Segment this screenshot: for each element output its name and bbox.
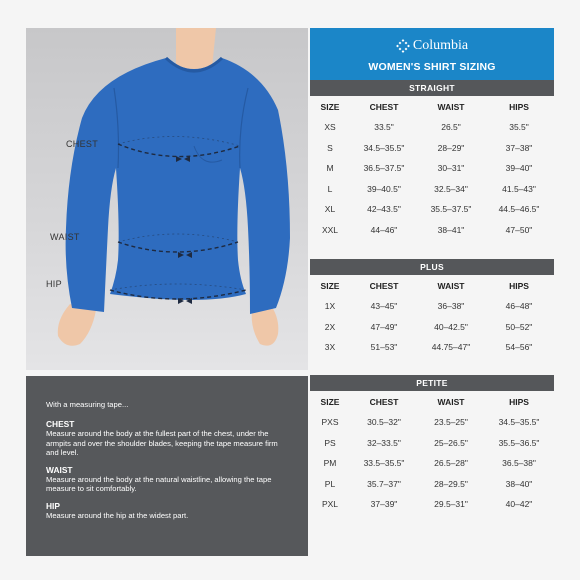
size-header: SIZE [320,396,340,407]
size-header: SIZE [320,101,340,112]
chest-cell: 36.5–37.5" [363,163,405,174]
waist-cell: 44.75–47" [431,342,471,353]
chest-cell: 39–40.5" [367,183,401,194]
petite-size-section [310,375,554,515]
brand-header [310,28,554,80]
waist-header: WAIST [437,396,465,407]
chest-cell: 33.5" [374,122,394,133]
table-header-row [310,96,554,117]
chest-cell: 34.5–35.5" [363,142,405,153]
hips-cell: 35.5" [509,122,529,133]
table-header-row [310,275,554,296]
waist-cell: 40–42.5" [434,321,468,332]
straight-size-table [310,96,554,240]
waist-cell: 32.5–34" [434,183,468,194]
chest-cell: 30.5–32" [367,417,401,428]
straight-section-bar: STRAIGHT [310,80,554,96]
table-row [310,494,554,515]
hips-cell: 54–56" [505,342,533,353]
instructions-intro: With a measuring tape... [46,400,129,409]
petite-section-bar: PETITE [310,375,554,391]
waist-instruction-heading: WAIST [46,464,73,475]
table-row [310,296,554,317]
measuring-instructions [26,376,308,556]
hips-cell: 40–42" [505,499,533,510]
chest-label: CHEST [66,139,99,149]
size-cell: PM [323,458,337,469]
waist-cell: 29.5–31" [434,499,468,510]
table-row [310,453,554,474]
hips-header: HIPS [509,101,529,112]
hips-cell: 37–38" [505,142,533,153]
chest-cell: 47–49" [370,321,398,332]
hips-cell: 35.5–36.5" [498,437,540,448]
petite-size-table [310,391,554,515]
brand-name: Columbia [412,38,469,53]
sheet-title: WOMEN'S SHIRT SIZING [368,61,496,73]
waist-cell: 23.5–25" [434,417,468,428]
size-cell: 1X [324,301,336,312]
hips-cell: 47–50" [505,224,533,235]
table-row [310,433,554,454]
chest-cell: 32–33.5" [367,437,401,448]
size-cell: XL [324,204,336,215]
size-cell: PL [324,478,336,489]
hip-label: HIP [46,279,62,289]
size-cell: 3X [324,342,336,353]
hips-cell: 50–52" [505,321,533,332]
plus-section-bar: PLUS [310,259,554,275]
table-row [310,317,554,338]
size-cell: 2X [324,321,336,332]
table-row [310,138,554,159]
chest-cell: 33.5–35.5" [363,458,405,469]
hip-instruction-text: Measure around the hip at the widest part. [46,510,189,520]
waist-cell: 35.5–37.5" [430,204,472,215]
hips-cell: 46–48" [505,301,533,312]
chest-cell: 42–43.5" [367,204,401,215]
size-cell: S [327,142,333,153]
chest-instruction-heading: CHEST [46,419,75,429]
waist-cell: 38–41" [437,224,465,235]
table-row [310,117,554,138]
hips-cell: 41.5–43" [502,183,536,194]
table-row [310,337,554,358]
shirt-figure-illustration [26,28,308,370]
chest-cell: 35.7–37" [367,478,401,489]
hips-cell: 34.5–35.5" [498,417,540,428]
waist-cell: 30–31" [437,163,465,174]
waist-cell: 36–38" [437,301,465,312]
hips-cell: 38–40" [505,478,533,489]
table-row [310,179,554,200]
chest-cell: 37–39" [370,499,398,510]
hips-cell: 44.5–46.5" [498,204,540,215]
table-row [310,158,554,179]
chest-cell: 43–45" [370,301,398,312]
hips-header: HIPS [509,280,529,291]
waist-cell: 25–26.5" [434,437,468,448]
size-cell: M [326,163,334,174]
chest-cell: 44–46" [370,224,398,235]
hips-cell: 36.5–38" [502,458,536,469]
waist-header: WAIST [437,101,465,112]
waist-cell: 26.5–28" [434,458,468,469]
waist-cell: 26.5" [441,122,461,133]
columbia-diamond-logo-icon [396,39,410,53]
waist-header: WAIST [437,280,465,291]
waist-label: WAIST [50,232,80,242]
straight-size-section [310,80,554,240]
chest-cell: 51–53" [370,342,398,353]
size-header: SIZE [320,280,340,291]
table-header-row [310,391,554,412]
size-cell: XXL [321,224,339,235]
hips-cell: 39–40" [505,163,533,174]
chest-instruction-text: Measure around the body at the fullest part of the chest, under the armpits and over the shoulder blades, keeping the tape measure firm and level. [46,429,278,458]
chest-header: CHEST [369,101,399,112]
table-row [310,412,554,433]
hip-instruction-heading: HIP [46,500,60,511]
plus-size-section [310,259,554,358]
table-row [310,474,554,495]
hips-header: HIPS [509,396,529,407]
size-cell: PXL [321,499,339,510]
size-cell: PS [324,437,336,448]
size-cell: XS [324,122,336,133]
table-row [310,220,554,241]
chest-header: CHEST [369,280,399,291]
waist-cell: 28–29" [437,142,465,153]
waist-instruction-text: Measure around the body at the natural waistline, allowing the tape measure to sit comfortably. [46,474,272,494]
shirt-shape [66,58,290,314]
table-row [310,199,554,220]
waist-cell: 28–29.5" [434,478,468,489]
figure-panel [26,28,308,370]
plus-size-table [310,275,554,358]
size-cell: L [327,183,333,194]
chest-header: CHEST [369,396,399,407]
size-cell: PXS [321,417,339,428]
